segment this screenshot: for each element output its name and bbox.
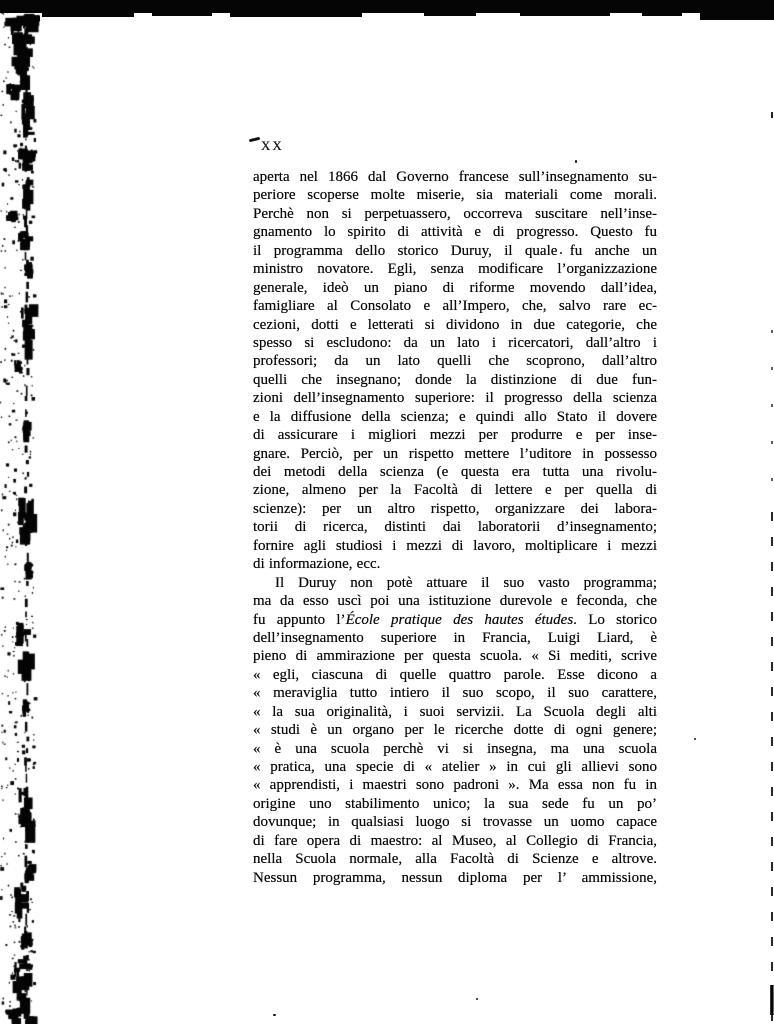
text-line: fu appunto l’École pratique des hautes études. Lo storico xyxy=(253,611,657,628)
text-line: dei metodi della scienza (e questa era tutta una rivolu- xyxy=(253,464,657,480)
text-line: « apprendisti, i maestri sono padroni ». Ma essa non fu in xyxy=(253,777,657,794)
scan-artifact-top-fragment xyxy=(642,13,682,16)
text-line: gnamento lo spirito di attività e di progresso. Questo fu xyxy=(253,224,657,241)
body-text xyxy=(253,168,657,887)
text-line: torii di ricerca, distinti dai laboratorii d’insegnamento; xyxy=(253,519,657,536)
text-line: periore scoperse molte miserie, sia materiali come morali. xyxy=(253,187,657,204)
text-line: scienze): per un altro rispetto, organizzare dei labora- xyxy=(253,500,657,517)
scan-artifact-top-fragment xyxy=(424,13,476,16)
scan-speck xyxy=(273,1014,276,1016)
text-line: fornire agli studiosi i mezzi di lavoro, moltiplicare i mezzi xyxy=(253,537,657,554)
text-line: quelli che insegnano; donde la distinzione di due fun- xyxy=(253,371,657,388)
scan-artifact-top-fragment xyxy=(520,13,610,16)
scan-artifact-top-fragment xyxy=(152,13,212,16)
text-line: spesso si escludono: da un lato i ricercatori, dall’altro i xyxy=(253,334,657,351)
text-line: zioni dell’insegnamento superiore: il progresso della scienza xyxy=(253,390,657,407)
text-line: generale, ideò un piano di riforme movendo dall’idea, xyxy=(253,279,657,296)
scan-speck xyxy=(575,160,577,163)
pen-mark xyxy=(249,137,260,143)
scan-artifact-top-fragment xyxy=(230,13,362,17)
text-line: aperta nel 1866 dal Governo francese sull’insegnamento su- xyxy=(253,169,657,185)
scan-speck xyxy=(476,998,478,1000)
text-line: dovunque; in qualsiasi luogo si trovasse un uomo capace xyxy=(253,814,657,831)
scan-artifact-right-edge xyxy=(768,0,774,1024)
text-line: dell’insegnamento superiore in Francia, Luigi Liard, è xyxy=(253,629,657,646)
text-line: cezioni, dotti e letterati si dividono in due categorie, che xyxy=(253,316,657,333)
scan-artifact-top-edge xyxy=(0,0,774,13)
text-line: « è una scuola perchè vi si insegna, ma una scuola xyxy=(253,740,657,757)
text-line: ministro novatore. Egli, senza modificare l’organizzazione xyxy=(253,261,657,278)
text-line: ma da esso uscì poi una istituzione durevole e feconda, che xyxy=(253,593,657,610)
text-line: il programma dello storico Duruy, il quale fu anche un xyxy=(253,242,657,259)
text-line: di fare opera di maestro: al Museo, al Collegio di Francia, xyxy=(253,832,657,849)
text-line: gnare. Perciò, per un rispetto mettere l’uditore in possesso xyxy=(253,445,657,462)
text-line: di informazione, ecc. xyxy=(253,556,381,573)
scan-artifact-top-fragment xyxy=(42,13,134,17)
text-line: origine uno stabilimento unico; la sua sede fu un po’ xyxy=(253,795,657,812)
text-line: « meraviglia tutto intiero il suo scopo, il suo carattere, xyxy=(253,685,657,702)
text-line: pieno di ammirazione per questa scuola. « Si mediti, scrive xyxy=(253,648,657,665)
text-line: « studi è un organo per le ricerche dotte di ogni genere; xyxy=(253,722,657,739)
text-line: professori; da un lato quelli che scoprono, dall’altro xyxy=(253,353,657,370)
text-line: « la sua originalità, i suoi servizii. La Scuola degli alti xyxy=(253,703,657,720)
text-line: e la diffusione della scienza; e quindi allo Stato il dovere xyxy=(253,408,657,425)
text-line: « pratica, una specie di « atelier » in cui gli allievi sono xyxy=(253,759,657,775)
page-header xyxy=(261,138,284,154)
scan-artifact-top-fragment xyxy=(700,13,774,20)
text-line: « egli, ciascuna di quelle quattro parole. Esse dicono a xyxy=(253,666,657,683)
text-line: Il Duruy non potè attuare il suo vasto programma; xyxy=(275,574,657,591)
text-line: Nessun programma, nessun diploma per l’ ammissione, xyxy=(253,869,657,886)
text-line: zione, almeno per la Facoltà di lettere e per quella di xyxy=(253,482,657,499)
text-line: famigliare al Consolato e all’Impero, che, salvo rare ec- xyxy=(253,298,657,315)
page-number: XX xyxy=(261,138,284,153)
text-line: Perchè non si perpetuassero, occorreva suscitare nell’inse- xyxy=(253,205,657,222)
scan-artifact-left-edge xyxy=(0,0,40,1024)
text-line: di assicurare i migliori mezzi per produrre e per inse- xyxy=(253,427,657,444)
scan-speck xyxy=(694,738,696,740)
text-line: nella Scuola normale, alla Facoltà di Scienze e altrove. xyxy=(253,851,657,868)
